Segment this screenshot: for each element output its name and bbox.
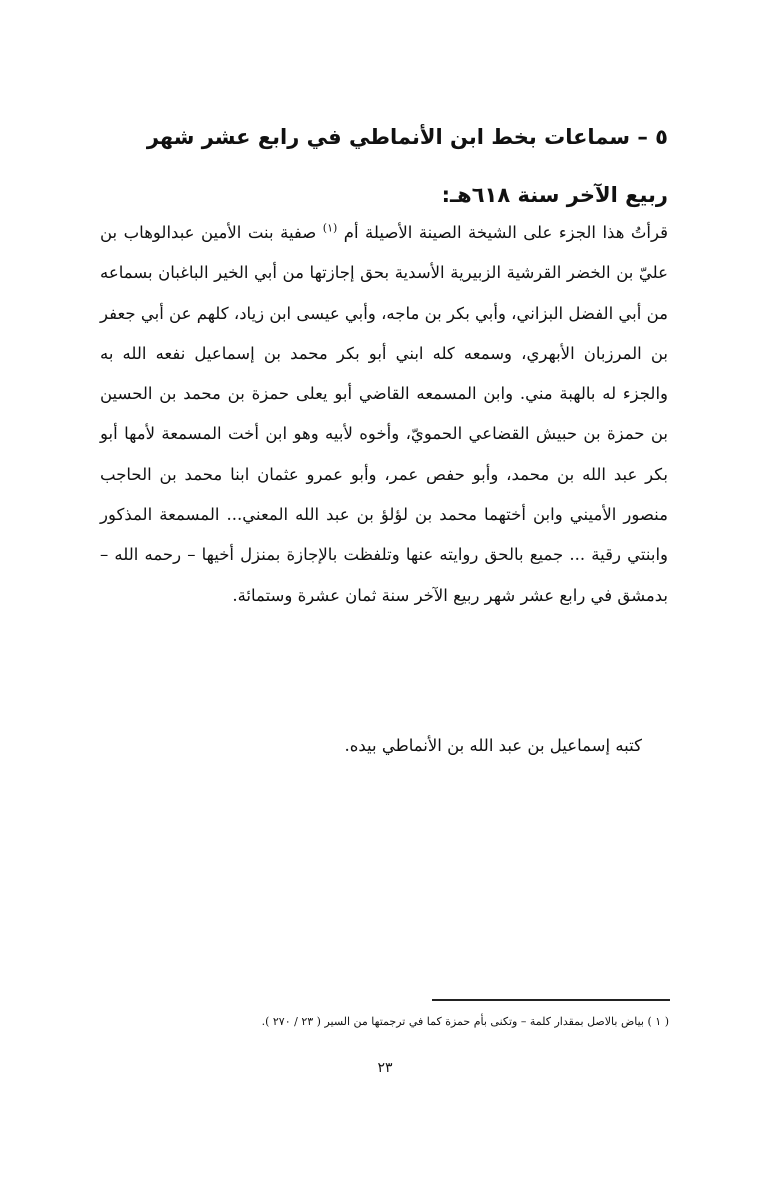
signature-line: كتبه إسماعيل بن عبد الله بن الأنماطي بيده. xyxy=(344,736,642,755)
footnote-divider xyxy=(432,999,670,1001)
body-text-before-note: قرأتُ هذا الجزء على الشيخة الصينة الأصيلة أم xyxy=(343,223,668,242)
page-number: ٢٣ xyxy=(377,1060,393,1076)
footnote-text: ( ١ ) بياض بالاصل بمقدار كلمة – وتكنى بأم حمزة كما في ترجمتها من السير ( ٢٣ / ٢٧٠ ). xyxy=(261,1015,669,1028)
body-text-after-note: صفية بنت الأمين عبدالوهاب بن عليّ بن الخضر القرشية الزبيرية الأسدية بحق إجازتها من أبي الخير الباغبان بسماعه من أبي الفضل البزاني، وأبي بكر بن ماجه، وأبي عيسى ابن زياد، كلهم عن أبي جعفر بن المرزبان الأبهري، وسمعه كله ابني أبو بكر محمد بن إسماعيل نفعه الله به والجزء له بالهبة مني. وابن المسمعه القاضي أبو يعلى حمزة بن محمد بن الحسين بن حمزة بن حبيش القضاعي الحمويّ، وأخوه لأبيه وهو ابن أخت المسمعة لأمها أبو بكر عبد الله بن محمد، وأبو حفص عمر، وأبو عمرو عثمان ابنا محمد بن الحاجب منصور الأميني وابن أختهما محمد بن لؤلؤ بن عبد الله المعني... المسمعة المذكور وابنتي رقية ... جميع بالحق روايته عنها وتلفظت بالإجازة بمنزل أخيها – رحمه الله – بدمشق في رابع عشر شهر ربيع الآخر سنة ثمان عشرة وستمائة. xyxy=(100,223,668,605)
body-paragraph xyxy=(100,213,668,616)
footnote-marker[interactable]: (١) xyxy=(322,221,338,235)
section-heading: ٥ – سماعات بخط ابن الأنماطي في رابع عشر شهر ربيع الآخر سنة ٦١٨هـ: xyxy=(146,125,668,207)
